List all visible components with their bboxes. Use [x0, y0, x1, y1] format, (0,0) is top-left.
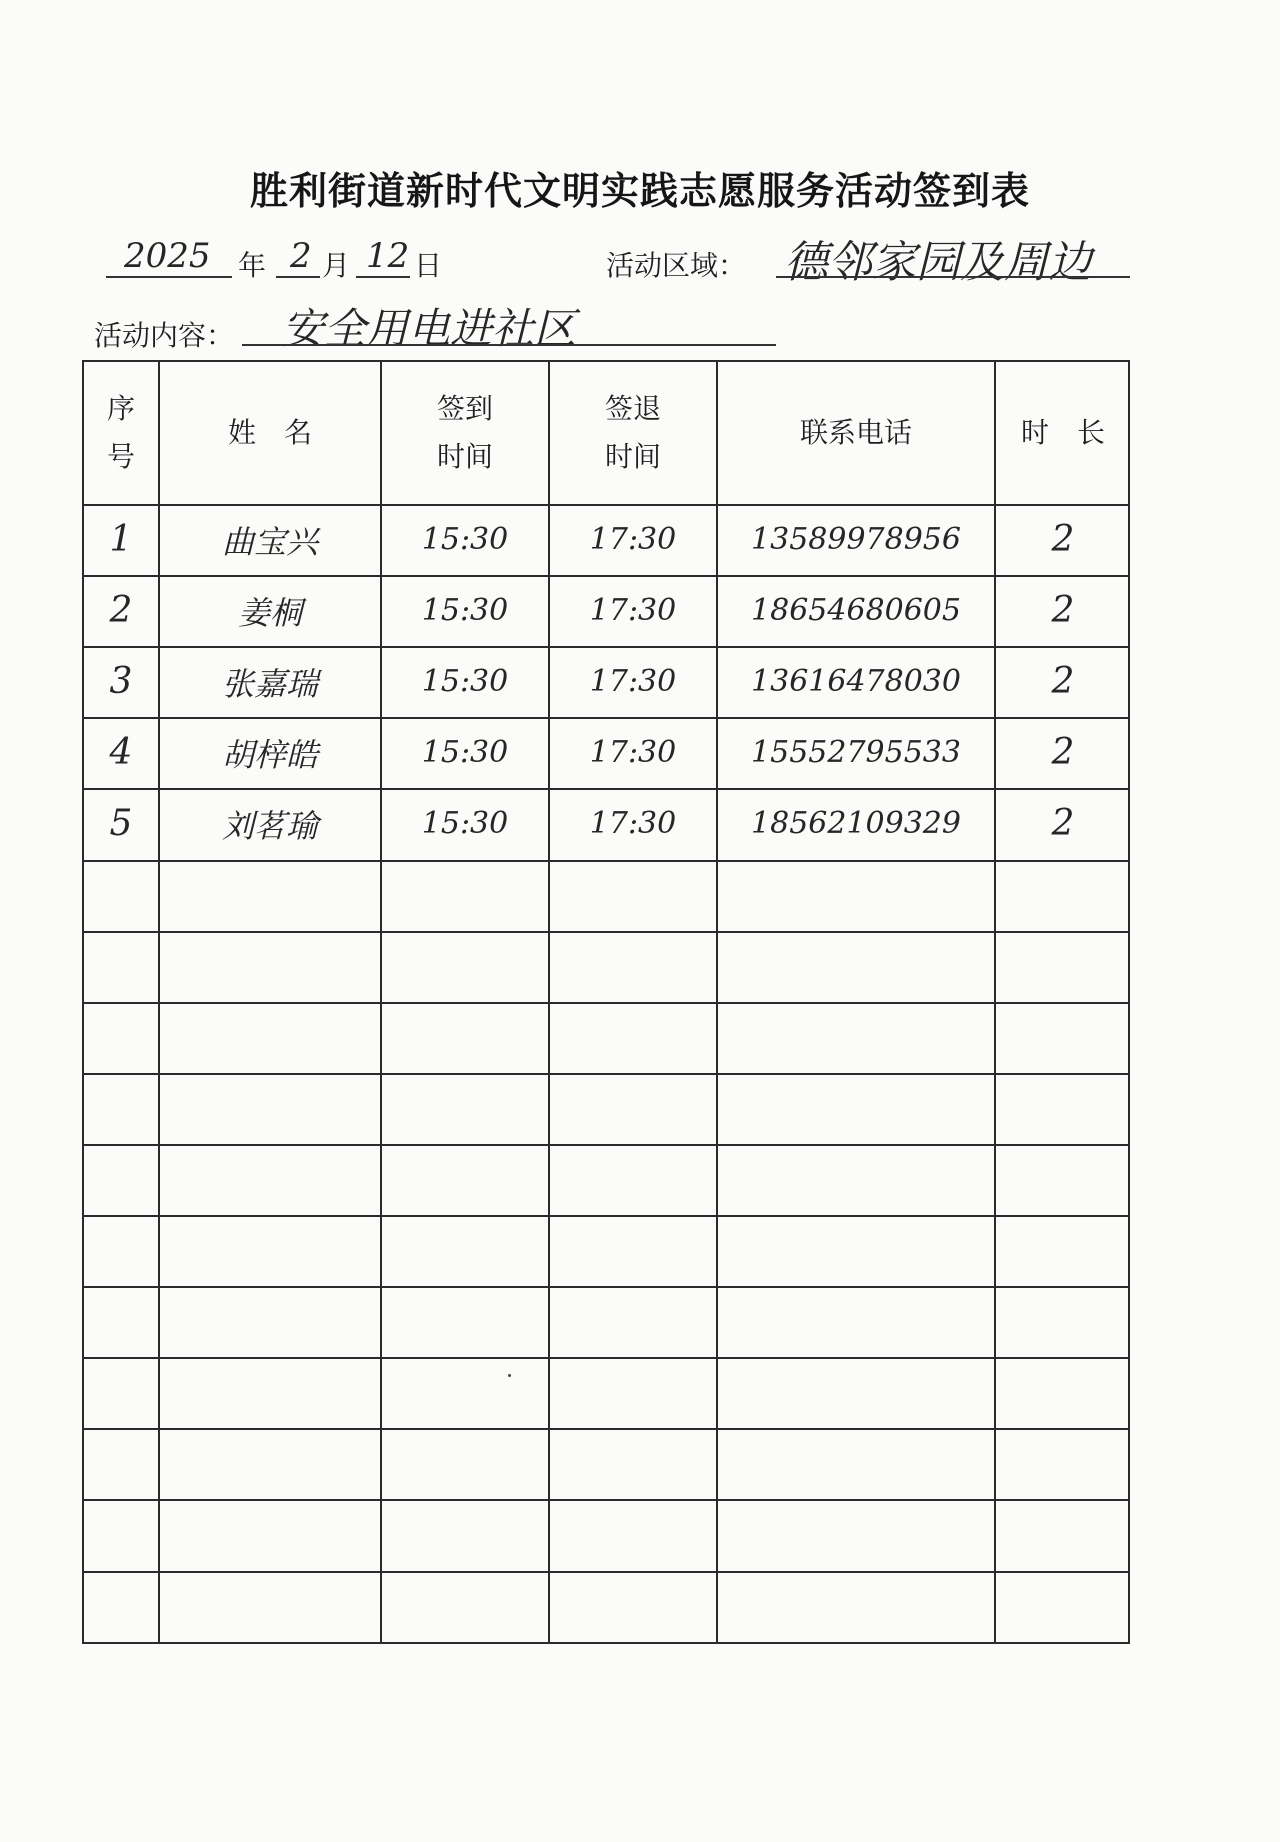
- row-divider: [84, 860, 1128, 862]
- date-day: 12: [366, 236, 410, 276]
- header-sign-in-line1: 签到: [436, 392, 493, 426]
- cell-seq: 5: [109, 803, 133, 845]
- header-phone: 联系电话: [799, 416, 912, 450]
- cell-name: 刘茗瑜: [221, 806, 318, 845]
- row-divider: [84, 1073, 1128, 1075]
- area-underline: [776, 276, 1130, 278]
- cell-hours: 2: [1051, 803, 1075, 845]
- cell-name: 姜桐: [237, 593, 302, 632]
- cell-name: 胡梓皓: [221, 735, 318, 774]
- cell-in: 15:30: [421, 664, 509, 700]
- header-seq: [84, 362, 158, 504]
- month-label: 月: [322, 249, 351, 282]
- header-seq-line1: 序: [106, 392, 135, 426]
- cell-name: 张嘉瑞: [221, 664, 318, 703]
- row-divider: [84, 646, 1128, 648]
- row-divider: [84, 1499, 1128, 1501]
- cell-seq: 1: [109, 519, 133, 561]
- row-divider: [84, 1428, 1128, 1430]
- ink-speck: [508, 1374, 511, 1377]
- content-label: 活动内容：: [94, 319, 235, 352]
- sign-in-table: [82, 360, 1130, 1644]
- row-divider: [84, 931, 1128, 933]
- day-underline: [356, 276, 410, 278]
- header-sign-out-line2: 时间: [604, 440, 661, 473]
- cell-name: 曲宝兴: [221, 522, 318, 561]
- row-divider: [84, 717, 1128, 719]
- content-value: 安全用电进社区: [282, 304, 577, 353]
- area-value: 德邻家园及周边: [784, 237, 1092, 288]
- cell-out: 17:30: [589, 664, 677, 700]
- area-label: 活动区域：: [606, 249, 747, 282]
- cell-seq: 4: [109, 732, 133, 774]
- cell-hours: 2: [1051, 661, 1075, 703]
- cell-phone: 13616478030: [751, 664, 961, 700]
- cell-seq: 2: [109, 590, 133, 632]
- cell-hours: 2: [1051, 519, 1075, 561]
- row-divider: [84, 788, 1128, 790]
- header-sign-out-line1: 签退: [604, 392, 661, 426]
- cell-hours: 2: [1051, 590, 1075, 632]
- cell-in: 15:30: [421, 735, 509, 771]
- header-sign-out: [550, 362, 716, 504]
- row-divider: [84, 1215, 1128, 1217]
- row-divider: [84, 1002, 1128, 1004]
- year-label: 年: [238, 249, 267, 282]
- cell-out: 17:30: [589, 522, 677, 558]
- header-duration: 时 长: [1020, 416, 1105, 450]
- header-sign-in-line2: 时间: [436, 440, 493, 473]
- cell-in: 15:30: [421, 593, 509, 629]
- header-seq-line2: 号: [106, 440, 135, 473]
- cell-hours: 2: [1051, 732, 1075, 774]
- cell-in: 15:30: [421, 806, 509, 842]
- row-divider: [84, 1286, 1128, 1288]
- row-divider: [84, 1571, 1128, 1573]
- cell-out: 17:30: [589, 806, 677, 842]
- cell-phone: 18562109329: [751, 806, 961, 842]
- header-sign-in: [382, 362, 548, 504]
- cell-phone: 18654680605: [751, 593, 961, 629]
- month-underline: [276, 276, 320, 278]
- date-month: 2: [290, 236, 312, 276]
- cell-phone: 13589978956: [751, 522, 961, 558]
- sheet-title: 胜利街道新时代文明实践志愿服务活动签到表: [249, 169, 1030, 213]
- date-year: 2025: [124, 236, 211, 276]
- content-underline: [242, 344, 776, 346]
- row-divider: [84, 1357, 1128, 1359]
- cell-in: 15:30: [421, 522, 509, 558]
- cell-out: 17:30: [589, 593, 677, 629]
- header-name: 姓 名: [227, 416, 312, 450]
- cell-out: 17:30: [589, 735, 677, 771]
- row-divider: [84, 504, 1128, 506]
- day-label: 日: [414, 249, 443, 282]
- row-divider: [84, 1144, 1128, 1146]
- row-divider: [84, 575, 1128, 577]
- cell-seq: 3: [109, 661, 133, 703]
- cell-phone: 15552795533: [751, 735, 961, 771]
- year-underline: [106, 276, 232, 278]
